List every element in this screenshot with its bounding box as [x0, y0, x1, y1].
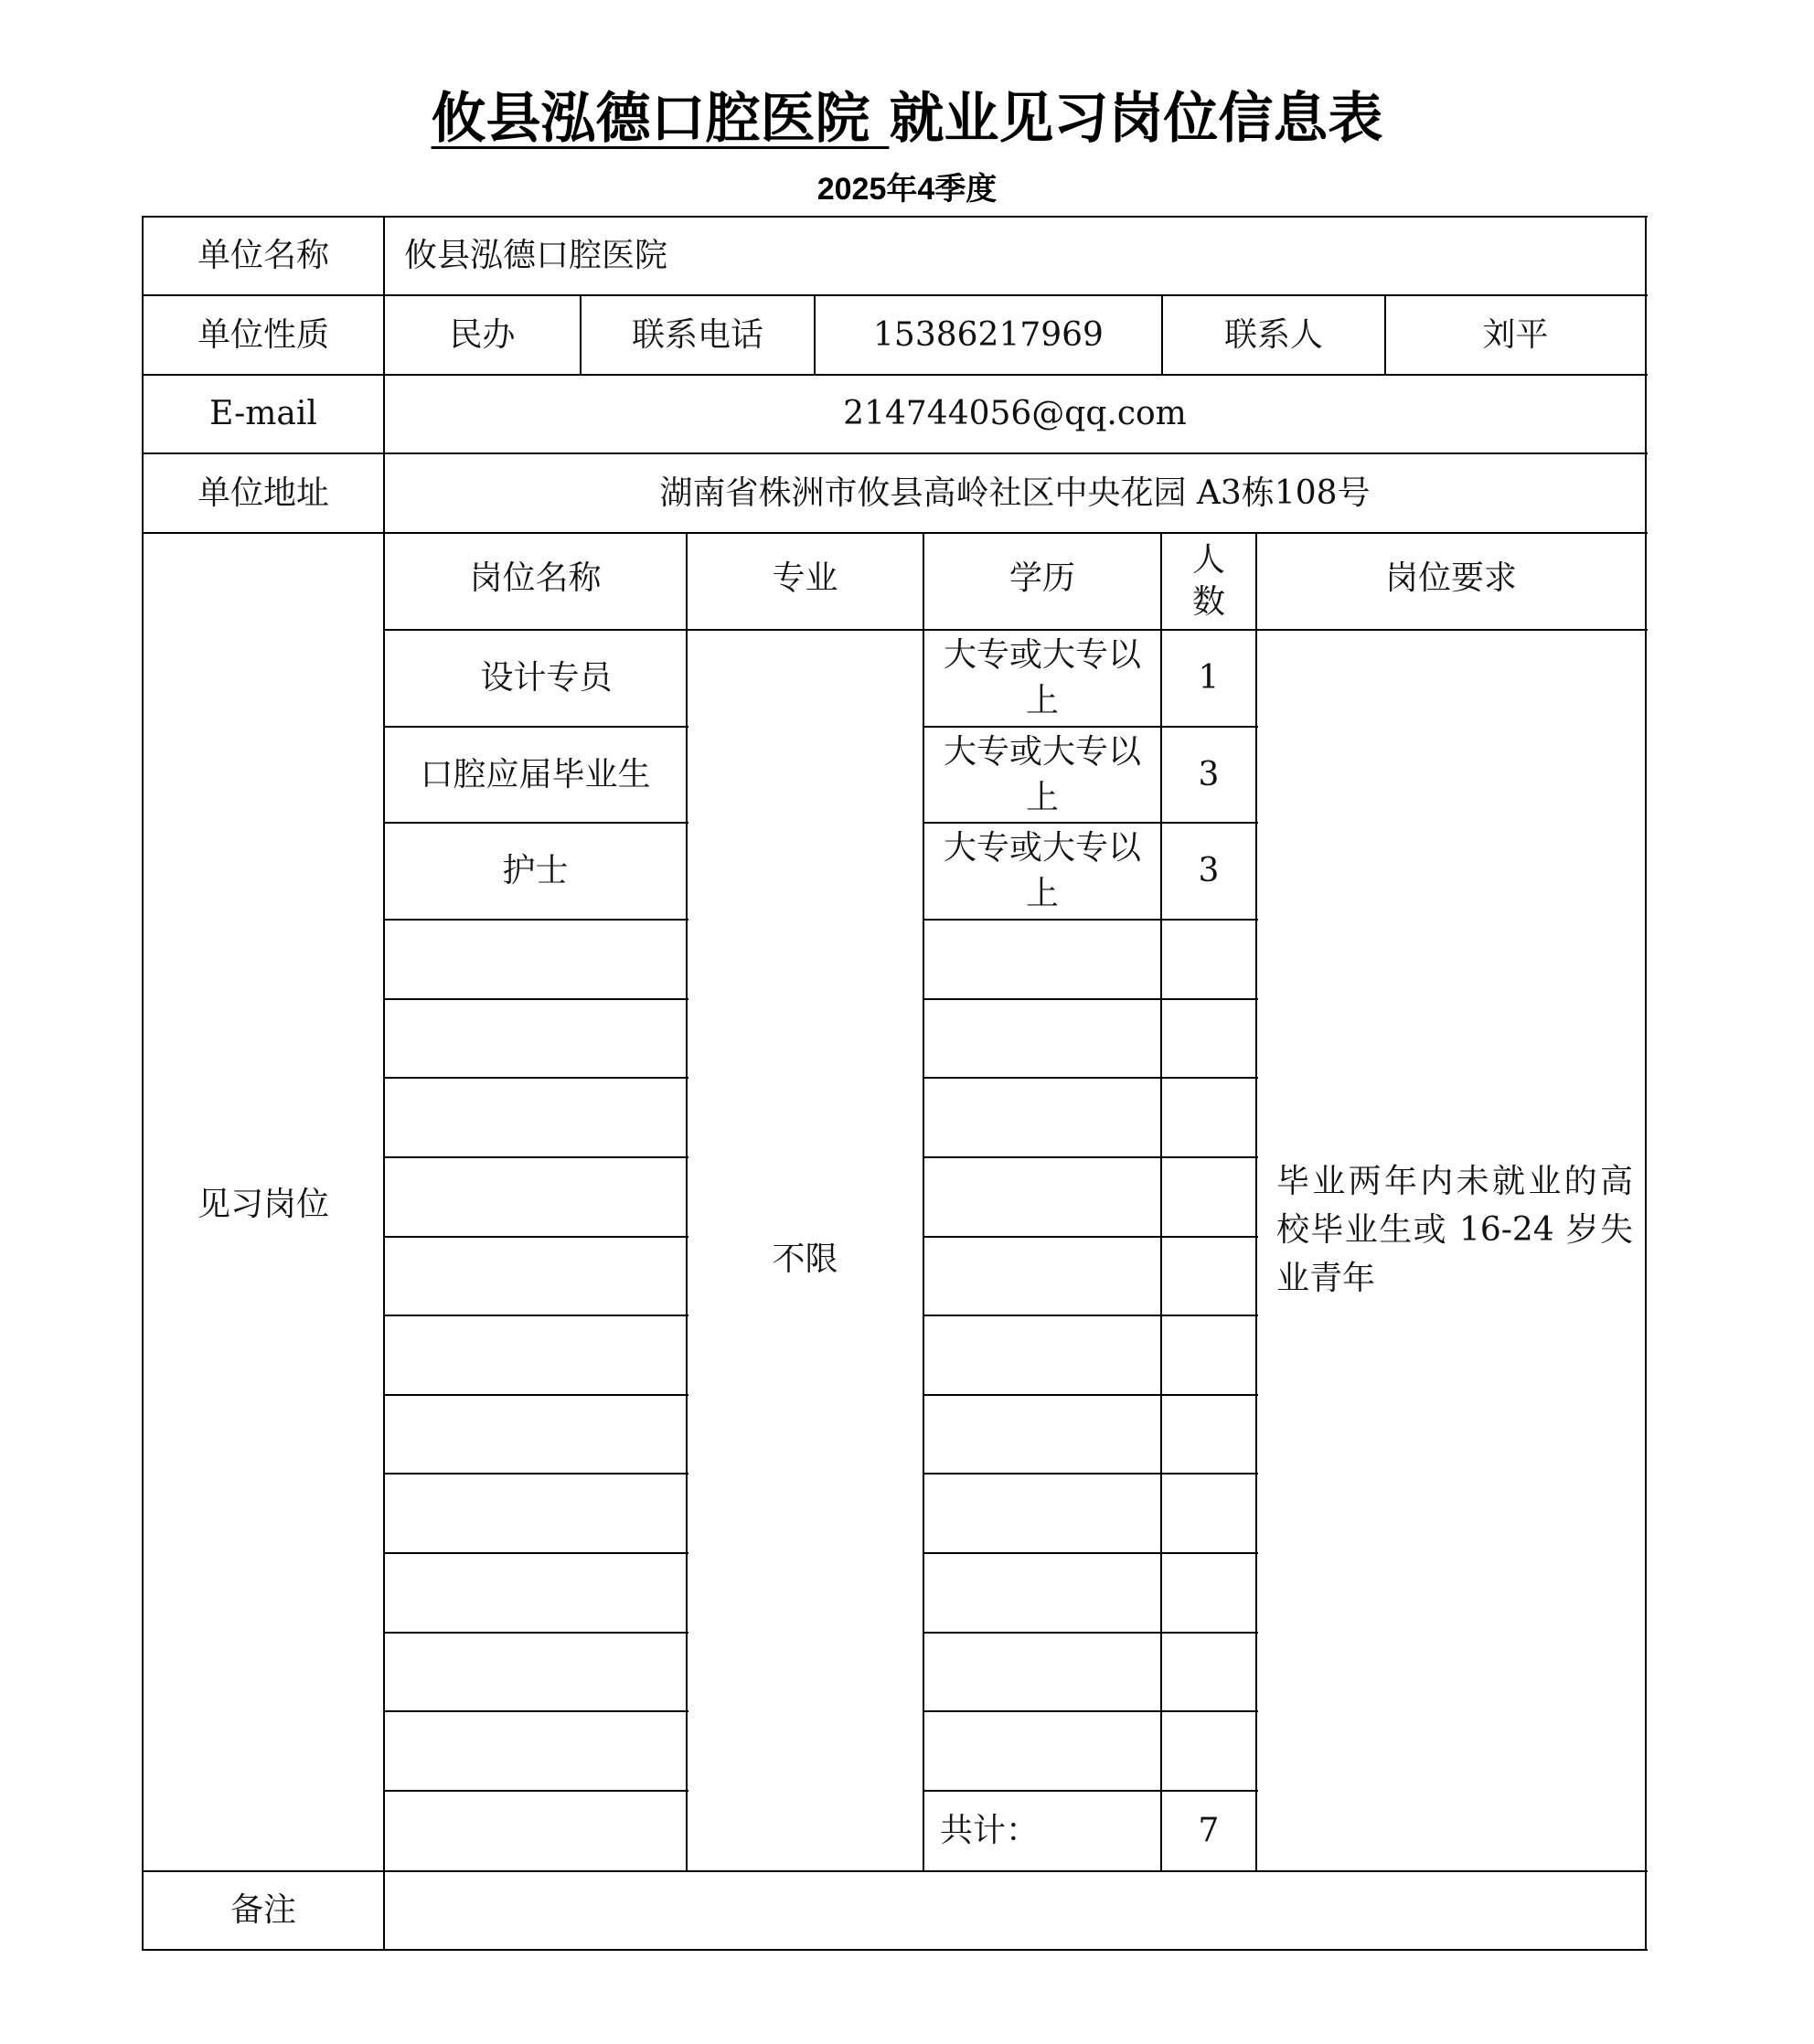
header-major: 专业 [772, 559, 838, 597]
unit-nature-label: 单位性质 [197, 315, 329, 354]
contact-value: 刘平 [1482, 315, 1549, 354]
grid-line-vertical [1645, 216, 1647, 1951]
grid-line-horizontal [143, 294, 1648, 296]
count-cell: 1 [1198, 659, 1220, 697]
position-name-cell: 护士 [502, 852, 569, 889]
phone-value: 15386217969 [873, 315, 1104, 354]
grid-line-horizontal [923, 822, 1258, 824]
page-subtitle: 2025年4季度 [816, 172, 998, 207]
grid-line-horizontal [923, 1156, 1258, 1158]
grid-line-horizontal [384, 919, 688, 921]
grid-line-vertical [1384, 294, 1386, 376]
grid-line-horizontal [923, 998, 1258, 1000]
grid-line-horizontal [384, 822, 688, 824]
grid-line-horizontal [384, 1552, 688, 1554]
email-label: E-mail [209, 395, 317, 432]
education-cell: 大专或大专以上 [943, 732, 1141, 816]
grid-line-horizontal [384, 1394, 688, 1396]
position-name-cell: 口腔应届毕业生 [420, 755, 651, 793]
grid-line-vertical [142, 216, 144, 1951]
grid-line-horizontal [923, 919, 1258, 921]
grid-line-horizontal [923, 1394, 1258, 1396]
title-unit-name: 攸县泓德口腔医院 [431, 87, 890, 151]
grid-line-horizontal [923, 1473, 1258, 1474]
positions-section-label: 见习岗位 [197, 1186, 329, 1223]
grid-line-vertical [686, 532, 688, 1872]
page-title [0, 84, 1814, 154]
grid-line-horizontal [384, 1790, 688, 1792]
grid-line-vertical [1161, 294, 1163, 376]
email-value: 214744056@qq.com [843, 395, 1187, 432]
requirements-value: 毕业两年内未就业的高校毕业生或 16-24 岁失业青年 [1276, 1162, 1633, 1297]
grid-line-horizontal [143, 216, 1648, 218]
unit-nature-value: 民办 [449, 315, 516, 354]
grid-line-horizontal [143, 1949, 1648, 1951]
header-count-bottom: 数 [1191, 583, 1225, 621]
grid-line-horizontal [384, 998, 688, 1000]
unit-name-value: 攸县泓德口腔医院 [404, 237, 668, 274]
grid-line-horizontal [143, 1870, 1648, 1872]
contact-label: 联系人 [1223, 315, 1323, 354]
grid-line-horizontal [143, 374, 1648, 376]
grid-line-horizontal [384, 1710, 688, 1712]
remarks-label: 备注 [229, 1891, 296, 1929]
grid-line-horizontal [384, 1632, 688, 1634]
grid-line-vertical [580, 294, 582, 376]
header-requirements: 岗位要求 [1384, 559, 1517, 597]
header-education: 学历 [1008, 559, 1075, 597]
count-cell: 3 [1198, 852, 1220, 889]
grid-line-horizontal [923, 1236, 1258, 1238]
header-count-stack [1192, 539, 1225, 623]
grid-line-horizontal [143, 532, 1648, 534]
header-count-top: 人 [1191, 541, 1225, 579]
grid-line-vertical [814, 294, 816, 376]
grid-line-horizontal [923, 726, 1258, 728]
grid-line-horizontal [384, 629, 1648, 631]
total-label: 共计： [940, 1812, 1040, 1849]
grid-line-horizontal [384, 1156, 688, 1158]
grid-line-horizontal [923, 1710, 1258, 1712]
grid-line-horizontal [923, 1790, 1258, 1792]
header-count [1161, 533, 1256, 630]
grid-line-horizontal [923, 1315, 1258, 1316]
major-value: 不限 [772, 1240, 838, 1278]
title-rest: 就业见习岗位信息表 [889, 87, 1383, 151]
education-cell: 大专或大专以上 [943, 829, 1141, 912]
grid-line-horizontal [384, 1315, 688, 1316]
unit-name-label: 单位名称 [197, 237, 329, 274]
total-value: 7 [1198, 1812, 1220, 1849]
grid-line-vertical [923, 532, 924, 1872]
grid-line-horizontal [384, 1236, 688, 1238]
grid-line-horizontal [384, 1473, 688, 1474]
phone-label: 联系电话 [631, 315, 763, 354]
count-cell: 3 [1198, 755, 1220, 793]
grid-line-horizontal [384, 1077, 688, 1079]
grid-line-horizontal [923, 1632, 1258, 1634]
address-value: 湖南省株洲市攸县高岭社区中央花园 A3栋108号 [659, 474, 1371, 512]
address-label: 单位地址 [197, 474, 329, 512]
grid-line-horizontal [923, 1552, 1258, 1554]
grid-line-vertical [1255, 532, 1257, 1872]
grid-line-vertical [383, 216, 385, 1951]
education-cell: 大专或大专以上 [943, 636, 1141, 719]
position-name-cell: 设计专员 [480, 659, 613, 697]
grid-line-horizontal [143, 452, 1648, 454]
grid-line-vertical [1160, 532, 1162, 1872]
grid-line-horizontal [923, 1077, 1258, 1079]
header-position-name: 岗位名称 [469, 559, 602, 597]
remarks-value[interactable] [384, 1871, 1646, 1950]
grid-line-horizontal [384, 726, 688, 728]
